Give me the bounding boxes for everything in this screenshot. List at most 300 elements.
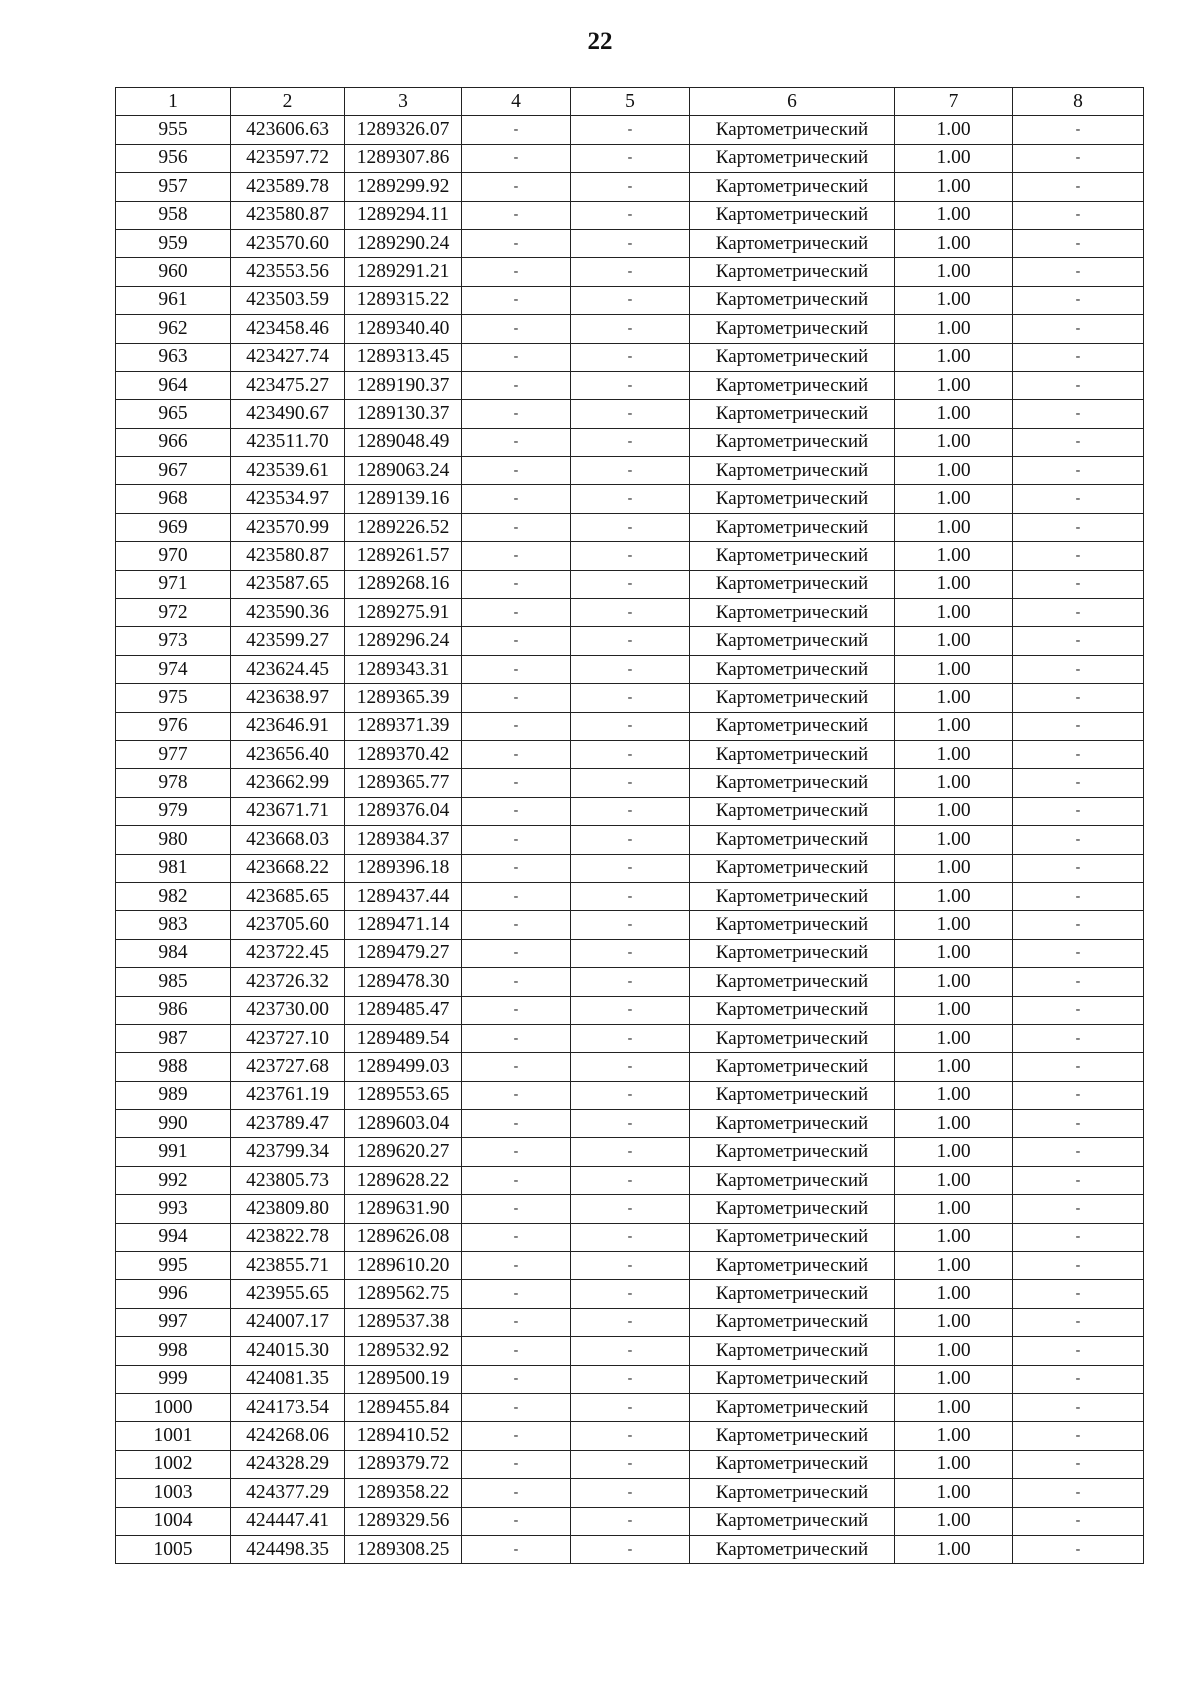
y-coordinate-cell: 1289296.24 [345, 627, 462, 655]
table-row [116, 144, 1144, 172]
header-row [116, 88, 1144, 116]
y-coordinate-cell: 1289371.39 [345, 712, 462, 740]
table-row [116, 599, 1144, 627]
y-coordinate-cell: 1289291.21 [345, 258, 462, 286]
col8-cell: - [1013, 258, 1144, 286]
method-cell: Картометрический [690, 911, 895, 939]
col8-cell: - [1013, 1081, 1144, 1109]
x-coordinate-cell: 423805.73 [231, 1166, 345, 1194]
y-coordinate-cell: 1289479.27 [345, 939, 462, 967]
method-cell: Картометрический [690, 1535, 895, 1563]
col4-cell: - [462, 1535, 571, 1563]
method-cell: Картометрический [690, 457, 895, 485]
method-cell: Картометрический [690, 1422, 895, 1450]
col8-cell: - [1013, 173, 1144, 201]
table-row [116, 286, 1144, 314]
accuracy-cell: 1.00 [895, 968, 1013, 996]
method-cell: Картометрический [690, 201, 895, 229]
col5-cell: - [571, 542, 690, 570]
table-row [116, 1024, 1144, 1052]
point-number-cell: 977 [116, 740, 231, 768]
page-number: 22 [587, 28, 613, 55]
accuracy-cell: 1.00 [895, 286, 1013, 314]
point-number-cell: 1000 [116, 1393, 231, 1421]
x-coordinate-cell: 423955.65 [231, 1280, 345, 1308]
x-coordinate-cell: 423580.87 [231, 542, 345, 570]
y-coordinate-cell: 1289340.40 [345, 315, 462, 343]
col8-cell: - [1013, 712, 1144, 740]
col5-cell: - [571, 485, 690, 513]
col5-cell: - [571, 229, 690, 257]
accuracy-cell: 1.00 [895, 1280, 1013, 1308]
point-number-cell: 960 [116, 258, 231, 286]
table-row [116, 457, 1144, 485]
accuracy-cell: 1.00 [895, 826, 1013, 854]
col4-cell: - [462, 116, 571, 144]
x-coordinate-cell: 423705.60 [231, 911, 345, 939]
y-coordinate-cell: 1289299.92 [345, 173, 462, 201]
table-row [116, 854, 1144, 882]
accuracy-cell: 1.00 [895, 116, 1013, 144]
col8-cell: - [1013, 1024, 1144, 1052]
point-number-cell: 955 [116, 116, 231, 144]
x-coordinate-cell: 423761.19 [231, 1081, 345, 1109]
y-coordinate-cell: 1289261.57 [345, 542, 462, 570]
method-cell: Картометрический [690, 1280, 895, 1308]
col4-cell: - [462, 144, 571, 172]
x-coordinate-cell: 423606.63 [231, 116, 345, 144]
method-cell: Картометрический [690, 542, 895, 570]
point-number-cell: 998 [116, 1337, 231, 1365]
y-coordinate-cell: 1289048.49 [345, 428, 462, 456]
col4-cell: - [462, 996, 571, 1024]
x-coordinate-cell: 424081.35 [231, 1365, 345, 1393]
col4-cell: - [462, 1166, 571, 1194]
point-number-cell: 969 [116, 513, 231, 541]
col8-cell: - [1013, 400, 1144, 428]
col8-cell: - [1013, 655, 1144, 683]
accuracy-cell: 1.00 [895, 1393, 1013, 1421]
accuracy-cell: 1.00 [895, 400, 1013, 428]
table-row [116, 371, 1144, 399]
point-number-cell: 962 [116, 315, 231, 343]
accuracy-cell: 1.00 [895, 655, 1013, 683]
method-cell: Картометрический [690, 1365, 895, 1393]
x-coordinate-cell: 423722.45 [231, 939, 345, 967]
col8-cell: - [1013, 911, 1144, 939]
method-cell: Картометрический [690, 627, 895, 655]
col8-cell: - [1013, 882, 1144, 910]
y-coordinate-cell: 1289370.42 [345, 740, 462, 768]
accuracy-cell: 1.00 [895, 428, 1013, 456]
table-row [116, 1223, 1144, 1251]
col8-cell: - [1013, 684, 1144, 712]
method-cell: Картометрический [690, 428, 895, 456]
point-number-cell: 967 [116, 457, 231, 485]
method-cell: Картометрический [690, 740, 895, 768]
accuracy-cell: 1.00 [895, 1450, 1013, 1478]
y-coordinate-cell: 1289499.03 [345, 1053, 462, 1081]
col4-cell: - [462, 684, 571, 712]
col4-cell: - [462, 485, 571, 513]
accuracy-cell: 1.00 [895, 173, 1013, 201]
col8-cell: - [1013, 201, 1144, 229]
point-number-cell: 974 [116, 655, 231, 683]
method-cell: Картометрический [690, 1393, 895, 1421]
table-row [116, 1308, 1144, 1336]
table-row [116, 428, 1144, 456]
col8-cell: - [1013, 1507, 1144, 1535]
col5-cell: - [571, 1110, 690, 1138]
accuracy-cell: 1.00 [895, 769, 1013, 797]
accuracy-cell: 1.00 [895, 570, 1013, 598]
col8-cell: - [1013, 485, 1144, 513]
table-row [116, 968, 1144, 996]
x-coordinate-cell: 423587.65 [231, 570, 345, 598]
accuracy-cell: 1.00 [895, 1479, 1013, 1507]
y-coordinate-cell: 1289326.07 [345, 116, 462, 144]
accuracy-cell: 1.00 [895, 542, 1013, 570]
y-coordinate-cell: 1289532.92 [345, 1337, 462, 1365]
x-coordinate-cell: 423590.36 [231, 599, 345, 627]
col8-cell: - [1013, 1393, 1144, 1421]
table-row [116, 1252, 1144, 1280]
col5-cell: - [571, 599, 690, 627]
accuracy-cell: 1.00 [895, 485, 1013, 513]
y-coordinate-cell: 1289365.77 [345, 769, 462, 797]
x-coordinate-cell: 423539.61 [231, 457, 345, 485]
point-number-cell: 964 [116, 371, 231, 399]
col5-cell: - [571, 1195, 690, 1223]
point-number-cell: 991 [116, 1138, 231, 1166]
col4-cell: - [462, 826, 571, 854]
y-coordinate-cell: 1289562.75 [345, 1280, 462, 1308]
table-row [116, 1081, 1144, 1109]
point-number-cell: 973 [116, 627, 231, 655]
method-cell: Картометрический [690, 1479, 895, 1507]
y-coordinate-cell: 1289343.31 [345, 655, 462, 683]
method-cell: Картометрический [690, 1507, 895, 1535]
x-coordinate-cell: 423671.71 [231, 797, 345, 825]
y-coordinate-cell: 1289384.37 [345, 826, 462, 854]
y-coordinate-cell: 1289275.91 [345, 599, 462, 627]
col4-cell: - [462, 371, 571, 399]
method-cell: Картометрический [690, 968, 895, 996]
method-cell: Картометрический [690, 854, 895, 882]
table-row [116, 712, 1144, 740]
accuracy-cell: 1.00 [895, 343, 1013, 371]
col4-cell: - [462, 911, 571, 939]
accuracy-cell: 1.00 [895, 1365, 1013, 1393]
table-row [116, 655, 1144, 683]
accuracy-cell: 1.00 [895, 627, 1013, 655]
col8-cell: - [1013, 343, 1144, 371]
col5-cell: - [571, 1308, 690, 1336]
col5-cell: - [571, 343, 690, 371]
point-number-cell: 971 [116, 570, 231, 598]
table-row [116, 1166, 1144, 1194]
col5-cell: - [571, 400, 690, 428]
col8-cell: - [1013, 599, 1144, 627]
x-coordinate-cell: 423475.27 [231, 371, 345, 399]
accuracy-cell: 1.00 [895, 1110, 1013, 1138]
col4-cell: - [462, 1024, 571, 1052]
col5-cell: - [571, 315, 690, 343]
y-coordinate-cell: 1289358.22 [345, 1479, 462, 1507]
y-coordinate-cell: 1289268.16 [345, 570, 462, 598]
point-number-cell: 993 [116, 1195, 231, 1223]
x-coordinate-cell: 423638.97 [231, 684, 345, 712]
col5-cell: - [571, 173, 690, 201]
y-coordinate-cell: 1289139.16 [345, 485, 462, 513]
col4-cell: - [462, 854, 571, 882]
table-row [116, 400, 1144, 428]
table-row [116, 911, 1144, 939]
x-coordinate-cell: 424173.54 [231, 1393, 345, 1421]
col5-cell: - [571, 1450, 690, 1478]
method-cell: Картометрический [690, 144, 895, 172]
col4-cell: - [462, 286, 571, 314]
point-number-cell: 968 [116, 485, 231, 513]
point-number-cell: 995 [116, 1252, 231, 1280]
table-row [116, 1393, 1144, 1421]
table-row [116, 1507, 1144, 1535]
y-coordinate-cell: 1289376.04 [345, 797, 462, 825]
y-coordinate-cell: 1289471.14 [345, 911, 462, 939]
col5-cell: - [571, 371, 690, 399]
table-row [116, 882, 1144, 910]
x-coordinate-cell: 423822.78 [231, 1223, 345, 1251]
column-header: 8 [1013, 88, 1144, 116]
col8-cell: - [1013, 286, 1144, 314]
method-cell: Картометрический [690, 1110, 895, 1138]
col4-cell: - [462, 258, 571, 286]
col8-cell: - [1013, 1138, 1144, 1166]
accuracy-cell: 1.00 [895, 996, 1013, 1024]
col8-cell: - [1013, 854, 1144, 882]
method-cell: Картометрический [690, 1024, 895, 1052]
col4-cell: - [462, 343, 571, 371]
accuracy-cell: 1.00 [895, 1252, 1013, 1280]
col4-cell: - [462, 1393, 571, 1421]
table-row [116, 229, 1144, 257]
col4-cell: - [462, 939, 571, 967]
method-cell: Картометрический [690, 684, 895, 712]
method-cell: Картометрический [690, 343, 895, 371]
x-coordinate-cell: 423646.91 [231, 712, 345, 740]
point-number-cell: 989 [116, 1081, 231, 1109]
table-row [116, 1422, 1144, 1450]
col5-cell: - [571, 826, 690, 854]
point-number-cell: 987 [116, 1024, 231, 1052]
table-row [116, 1365, 1144, 1393]
x-coordinate-cell: 423534.97 [231, 485, 345, 513]
col4-cell: - [462, 797, 571, 825]
point-number-cell: 1005 [116, 1535, 231, 1563]
accuracy-cell: 1.00 [895, 1081, 1013, 1109]
accuracy-cell: 1.00 [895, 201, 1013, 229]
accuracy-cell: 1.00 [895, 258, 1013, 286]
col5-cell: - [571, 740, 690, 768]
col4-cell: - [462, 1422, 571, 1450]
point-number-cell: 957 [116, 173, 231, 201]
accuracy-cell: 1.00 [895, 1337, 1013, 1365]
point-number-cell: 1004 [116, 1507, 231, 1535]
y-coordinate-cell: 1289329.56 [345, 1507, 462, 1535]
col4-cell: - [462, 968, 571, 996]
table-row [116, 996, 1144, 1024]
table-row [116, 315, 1144, 343]
col4-cell: - [462, 1223, 571, 1251]
col4-cell: - [462, 400, 571, 428]
method-cell: Картометрический [690, 1138, 895, 1166]
col4-cell: - [462, 570, 571, 598]
col5-cell: - [571, 1223, 690, 1251]
x-coordinate-cell: 423727.68 [231, 1053, 345, 1081]
point-number-cell: 959 [116, 229, 231, 257]
method-cell: Картометрический [690, 1450, 895, 1478]
col8-cell: - [1013, 740, 1144, 768]
y-coordinate-cell: 1289294.11 [345, 201, 462, 229]
table-row [116, 939, 1144, 967]
point-number-cell: 985 [116, 968, 231, 996]
col4-cell: - [462, 655, 571, 683]
accuracy-cell: 1.00 [895, 1138, 1013, 1166]
y-coordinate-cell: 1289226.52 [345, 513, 462, 541]
col4-cell: - [462, 1308, 571, 1336]
point-number-cell: 997 [116, 1308, 231, 1336]
method-cell: Картометрический [690, 1081, 895, 1109]
col5-cell: - [571, 428, 690, 456]
accuracy-cell: 1.00 [895, 1166, 1013, 1194]
col4-cell: - [462, 1507, 571, 1535]
col5-cell: - [571, 1053, 690, 1081]
method-cell: Картометрический [690, 1337, 895, 1365]
col8-cell: - [1013, 939, 1144, 967]
col4-cell: - [462, 882, 571, 910]
x-coordinate-cell: 423553.56 [231, 258, 345, 286]
col5-cell: - [571, 144, 690, 172]
column-header: 4 [462, 88, 571, 116]
table-row [116, 684, 1144, 712]
method-cell: Картометрический [690, 826, 895, 854]
column-header: 5 [571, 88, 690, 116]
col8-cell: - [1013, 513, 1144, 541]
point-number-cell: 965 [116, 400, 231, 428]
point-number-cell: 986 [116, 996, 231, 1024]
col8-cell: - [1013, 1365, 1144, 1393]
col8-cell: - [1013, 1337, 1144, 1365]
x-coordinate-cell: 423668.22 [231, 854, 345, 882]
col5-cell: - [571, 769, 690, 797]
col8-cell: - [1013, 627, 1144, 655]
point-number-cell: 972 [116, 599, 231, 627]
accuracy-cell: 1.00 [895, 1024, 1013, 1052]
y-coordinate-cell: 1289553.65 [345, 1081, 462, 1109]
method-cell: Картометрический [690, 1195, 895, 1223]
method-cell: Картометрический [690, 1308, 895, 1336]
col8-cell: - [1013, 428, 1144, 456]
col4-cell: - [462, 599, 571, 627]
coordinates-table [115, 87, 1144, 1564]
method-cell: Картометрический [690, 286, 895, 314]
col8-cell: - [1013, 996, 1144, 1024]
x-coordinate-cell: 423589.78 [231, 173, 345, 201]
col5-cell: - [571, 911, 690, 939]
col4-cell: - [462, 712, 571, 740]
table-row [116, 201, 1144, 229]
table-row [116, 1195, 1144, 1223]
y-coordinate-cell: 1289190.37 [345, 371, 462, 399]
col5-cell: - [571, 1166, 690, 1194]
x-coordinate-cell: 423730.00 [231, 996, 345, 1024]
col8-cell: - [1013, 116, 1144, 144]
y-coordinate-cell: 1289500.19 [345, 1365, 462, 1393]
col5-cell: - [571, 1280, 690, 1308]
point-number-cell: 979 [116, 797, 231, 825]
point-number-cell: 992 [116, 1166, 231, 1194]
col8-cell: - [1013, 826, 1144, 854]
x-coordinate-cell: 423503.59 [231, 286, 345, 314]
x-coordinate-cell: 423656.40 [231, 740, 345, 768]
col5-cell: - [571, 1535, 690, 1563]
y-coordinate-cell: 1289063.24 [345, 457, 462, 485]
col4-cell: - [462, 1138, 571, 1166]
table-row [116, 627, 1144, 655]
x-coordinate-cell: 424447.41 [231, 1507, 345, 1535]
method-cell: Картометрический [690, 371, 895, 399]
point-number-cell: 994 [116, 1223, 231, 1251]
accuracy-cell: 1.00 [895, 911, 1013, 939]
y-coordinate-cell: 1289603.04 [345, 1110, 462, 1138]
method-cell: Картометрический [690, 797, 895, 825]
accuracy-cell: 1.00 [895, 1053, 1013, 1081]
method-cell: Картометрический [690, 712, 895, 740]
x-coordinate-cell: 423570.99 [231, 513, 345, 541]
col8-cell: - [1013, 1223, 1144, 1251]
x-coordinate-cell: 423599.27 [231, 627, 345, 655]
col8-cell: - [1013, 542, 1144, 570]
col8-cell: - [1013, 968, 1144, 996]
column-header: 1 [116, 88, 231, 116]
y-coordinate-cell: 1289610.20 [345, 1252, 462, 1280]
method-cell: Картометрический [690, 939, 895, 967]
y-coordinate-cell: 1289307.86 [345, 144, 462, 172]
column-header: 3 [345, 88, 462, 116]
table-row [116, 1479, 1144, 1507]
col8-cell: - [1013, 1252, 1144, 1280]
table-row [116, 1450, 1144, 1478]
point-number-cell: 966 [116, 428, 231, 456]
y-coordinate-cell: 1289365.39 [345, 684, 462, 712]
col5-cell: - [571, 882, 690, 910]
accuracy-cell: 1.00 [895, 684, 1013, 712]
col4-cell: - [462, 769, 571, 797]
accuracy-cell: 1.00 [895, 457, 1013, 485]
accuracy-cell: 1.00 [895, 1308, 1013, 1336]
col4-cell: - [462, 1479, 571, 1507]
x-coordinate-cell: 424268.06 [231, 1422, 345, 1450]
y-coordinate-cell: 1289410.52 [345, 1422, 462, 1450]
x-coordinate-cell: 423789.47 [231, 1110, 345, 1138]
method-cell: Картометрический [690, 655, 895, 683]
column-header: 7 [895, 88, 1013, 116]
col5-cell: - [571, 1479, 690, 1507]
point-number-cell: 980 [116, 826, 231, 854]
y-coordinate-cell: 1289478.30 [345, 968, 462, 996]
x-coordinate-cell: 424015.30 [231, 1337, 345, 1365]
point-number-cell: 958 [116, 201, 231, 229]
